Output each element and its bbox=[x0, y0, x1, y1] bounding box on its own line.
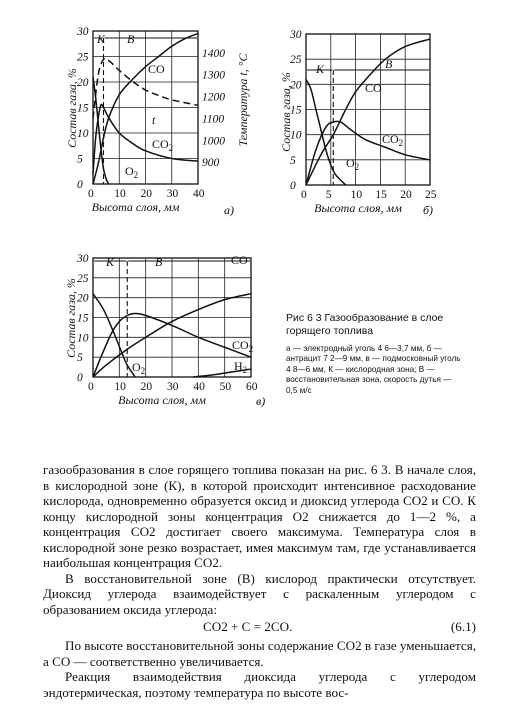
x-tick-label: 10 bbox=[114, 381, 126, 393]
y2-tick-label: 1400 bbox=[202, 47, 225, 60]
zone-b-label: В bbox=[385, 57, 393, 71]
paragraph-1: газообразования в слое горящего топлива показан на рис. 6 3. В начале слоя, в кислородной зоне (К), в которой происходит интенсивное расходование кислорода, одновременно образуется оксид и диоксид углерода CO2 и CO. К концу кислородной зоны концентрация O2 снижается до 1—2 %, а концентрация CO2 достигает своего максимума. Температура слоя в кислородной зоне резко возрастает, имея максимум там, где устанавливается наибольшая концентрация CO2. bbox=[43, 462, 476, 571]
paragraph-3: По высоте восстановительной зоны содержание CO2 в газе уменьшается, а CO — соответственно увеличивается. bbox=[43, 638, 476, 669]
x-tick-label: 20 bbox=[400, 189, 412, 201]
y2-tick-label: 1200 bbox=[202, 91, 225, 104]
y-tick-label: 30 bbox=[77, 253, 89, 265]
series-label-co2: $CO_2$ bbox=[382, 132, 404, 148]
y-axis-label: Состав газа, % bbox=[279, 72, 293, 152]
x-tick-label: 30 bbox=[167, 381, 179, 393]
y-tick-label: 15 bbox=[77, 312, 89, 325]
x-tick-label: 30 bbox=[166, 188, 179, 200]
caption-title: Рис 6 3 Газообразование в слое горящего топлива bbox=[286, 312, 444, 337]
y-tick-label: 30 bbox=[290, 29, 302, 41]
y-tick-label: 5 bbox=[77, 352, 83, 365]
series-label-co: CO bbox=[231, 253, 248, 267]
x-tick-label: 40 bbox=[193, 188, 205, 200]
y-axis-label: Состав газа, % bbox=[64, 278, 78, 358]
y-tick-label: 10 bbox=[77, 332, 89, 345]
y-tick-label: 15 bbox=[77, 102, 89, 115]
zone-b-label: В bbox=[127, 32, 135, 46]
panel-tag: а) bbox=[224, 203, 234, 217]
x-tick-label: 0 bbox=[88, 381, 94, 393]
x-tick-label: 20 bbox=[140, 381, 153, 393]
x-tick-label: 0 bbox=[88, 188, 94, 200]
series-label-co2: $CO_2$ bbox=[232, 338, 254, 354]
y-tick-label: 20 bbox=[77, 77, 89, 89]
paragraph-2: В восстановительной зоне (В) кислород практически отсутствует. Диоксид углерода взаимодействует с раскаленным углеродом с образованием оксида углерода: bbox=[43, 570, 476, 617]
y2-tick-label: 900 bbox=[202, 157, 220, 170]
zone-k-label: К bbox=[316, 62, 324, 76]
x-axis-label: Высота слоя, мм bbox=[314, 201, 402, 215]
equation-number: (6.1) bbox=[450, 619, 476, 635]
zone-k-label: К bbox=[97, 32, 105, 46]
caption-body: а — электродный уголь 4 6—3,7 мм, б — антрацит 7 2—9 мм, в — подмосковный уголь 4 8—6 мм, К — кислородная зона; В — восстановительная зона, скорость дутья — 0,5 м/с bbox=[286, 344, 461, 395]
y-tick-label: 25 bbox=[77, 272, 89, 285]
x-tick-label: 60 bbox=[246, 381, 258, 393]
series-label-o2: $O_2$ bbox=[125, 164, 139, 180]
x-tick-label: 40 bbox=[193, 381, 205, 393]
x-tick-label: 50 bbox=[219, 381, 232, 393]
figure-caption bbox=[286, 312, 462, 396]
x-tick-label: 15 bbox=[375, 189, 387, 201]
y-tick-label: 0 bbox=[77, 179, 83, 191]
x-tick-label: 5 bbox=[325, 189, 332, 201]
x-tick-label: 10 bbox=[350, 189, 363, 201]
y2-tick-label: 1000 bbox=[202, 135, 225, 148]
y2-tick-label: 1100 bbox=[202, 113, 225, 126]
series-label-t: t bbox=[152, 113, 156, 127]
y-axis-label: Состав газа, % bbox=[65, 68, 79, 148]
equation-row bbox=[43, 619, 476, 635]
paragraph-4: Реакция взаимодействия диоксида углерода с углеродом эндотермическая, поэтому температура по высоте вос- bbox=[43, 669, 476, 700]
series-label-co2: $CO_2$ bbox=[152, 137, 174, 153]
y-tick-label: 10 bbox=[290, 129, 302, 142]
x-tick-label: 0 bbox=[301, 189, 307, 201]
zone-k-label: К bbox=[106, 255, 114, 269]
x-tick-label: 10 bbox=[114, 188, 126, 200]
x-axis-label: Высота слоя, мм bbox=[91, 200, 180, 214]
y-tick-label: 10 bbox=[77, 128, 89, 140]
y-tick-label: 20 bbox=[77, 292, 89, 305]
series-label-o2: $O_2$ bbox=[346, 156, 360, 172]
y-tick-label: 5 bbox=[290, 154, 296, 167]
y-tick-label: 5 bbox=[77, 153, 83, 166]
series-label-co: CO bbox=[148, 62, 165, 76]
zone-b-label: В bbox=[155, 255, 163, 269]
x-tick-label: 25 bbox=[425, 189, 437, 201]
series-label-h2: $H_2$ bbox=[234, 359, 248, 375]
y-tick-label: 15 bbox=[290, 104, 302, 117]
y2-tick-label: 1300 bbox=[202, 69, 225, 82]
series-label-o2: $O_2$ bbox=[132, 360, 146, 376]
x-axis-label: Высота слоя, мм bbox=[118, 393, 206, 407]
series-label-co: CO bbox=[365, 81, 382, 95]
y2-axis-label: Температура t, °C bbox=[236, 53, 250, 147]
body-text bbox=[43, 462, 476, 700]
y-tick-label: 25 bbox=[290, 54, 302, 67]
x-tick-label: 20 bbox=[140, 188, 152, 200]
equation: CO2 + C = 2CO. bbox=[203, 619, 293, 635]
y-tick-label: 0 bbox=[77, 372, 83, 384]
y-tick-label: 30 bbox=[77, 26, 89, 38]
y-tick-label: 20 bbox=[290, 79, 302, 92]
panel-tag: б) bbox=[423, 203, 434, 217]
panel-tag: в) bbox=[256, 394, 266, 408]
y-tick-label: 25 bbox=[77, 51, 89, 64]
y-tick-label: 0 bbox=[290, 180, 296, 192]
series-line-o2 bbox=[93, 294, 135, 377]
